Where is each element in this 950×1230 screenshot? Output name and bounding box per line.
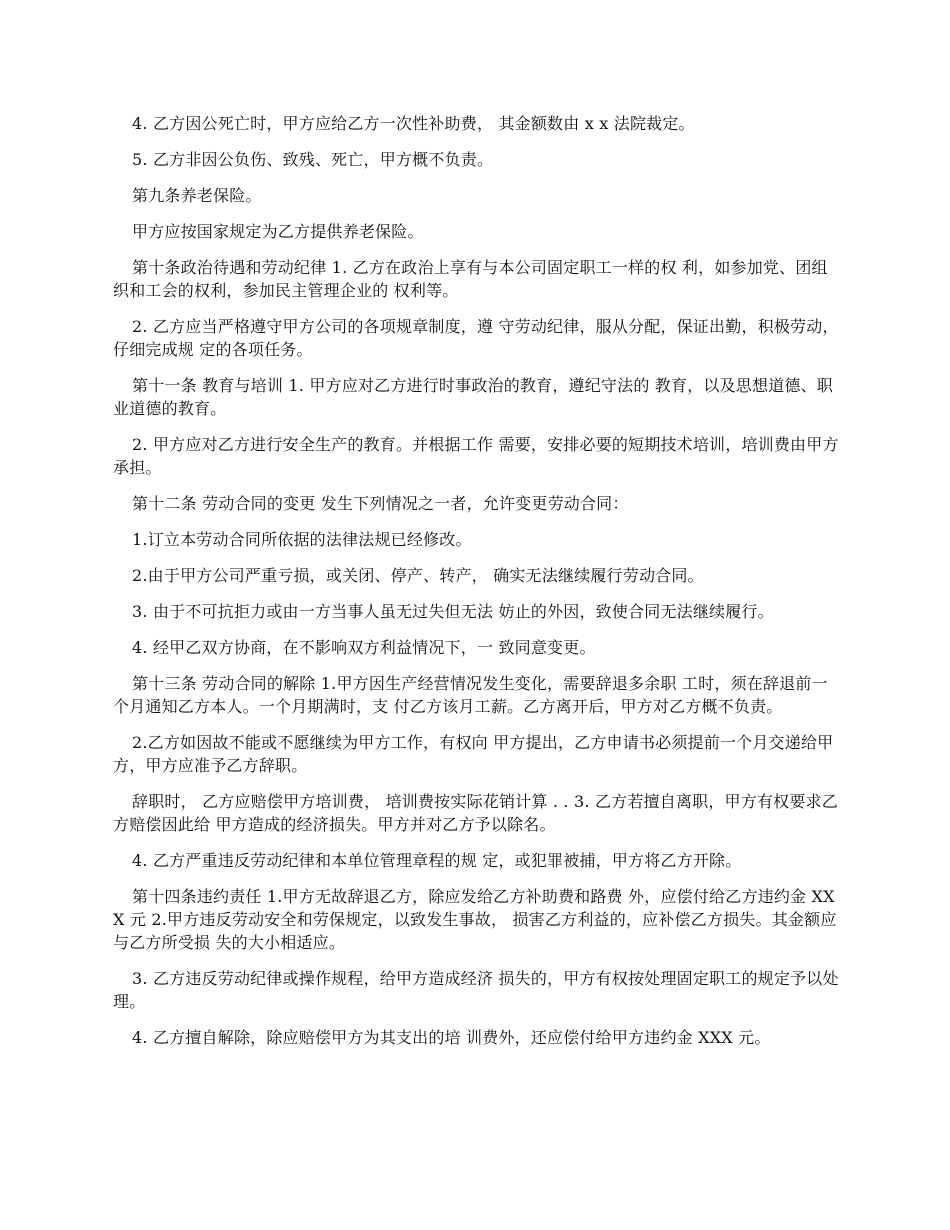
- paragraph-dismissal: 4. 乙方严重违反劳动纪律和本单位管理章程的规 定，或犯罪被捕，甲方将乙方开除。: [132, 851, 742, 870]
- paragraph-mutual-agreement: 4. 经甲乙双方协商，在不影响双方利益情况下，一 致同意变更。: [132, 638, 596, 657]
- paragraph-company-loss: 2.由于甲方公司严重亏损，或关闭、停产、转产， 确实无法继续履行劳动合同。: [132, 566, 704, 585]
- paragraph-labor-discipline: 2. 乙方应当严格遵守甲方公司的各项规章制度，遵 守劳动纪律，服从分配，保证出勤，积极劳动，仔细完成规 定的各项任务。: [113, 317, 839, 359]
- paragraph-resignation-compensation: 辞职时， 乙方应赔偿甲方培训费， 培训费按实际花销计算 . . 3. 乙方若擅自离职，甲方有权要求乙方赔偿因此给 甲方造成的经济损失。甲方并对乙方予以除名。: [113, 792, 838, 834]
- paragraph-safety-training: 2. 甲方应对乙方进行安全生产的教育。并根据工作 需要，安排必要的短期技术培训，培训费由甲方承担。: [113, 435, 839, 477]
- article-12-contract-change: 第十二条 劳动合同的变更 发生下列情况之一者，允许变更劳动合同：: [132, 494, 629, 513]
- article-10-political-rights: 第十条政治待遇和劳动纪律 1. 乙方在政治上享有与本公司固定职工一样的权 利，如参加党、团组织和工会的权利，参加民主管理企业的 权利等。: [113, 258, 828, 300]
- article-11-education: 第十一条 教育与培训 1. 甲方应对乙方进行时事政治的教育，遵纪守法的 教育，以及思想道德、职业道德的教育。: [113, 376, 834, 418]
- paragraph-law-amended: 1.订立本劳动合同所依据的法律法规已经修改。: [132, 530, 472, 549]
- article-9-heading: 第九条养老保险。: [132, 186, 262, 205]
- paragraph-pension: 甲方应按国家规定为乙方提供养老保险。: [132, 222, 424, 241]
- article-13-termination: 第十三条 劳动合同的解除 1.甲方因生产经营情况发生变化，需要辞退多余职 工时，须在辞退前一个月通知乙方本人。一个月期满时，支 付乙方该月工薪。乙方离开后，甲方对乙方概不负责。: [113, 674, 828, 716]
- paragraph-non-work-injury: 5. 乙方非因公负伤、致残、死亡，甲方概不负责。: [132, 150, 494, 169]
- paragraph-force-majeure: 3. 由于不可抗拒力或由一方当事人虽无过失但无法 妨止的外因，致使合同无法继续履行。: [132, 602, 774, 621]
- paragraph-resignation-request: 2.乙方如因故不能或不愿继续为甲方工作，有权向 甲方提出，乙方申请书必须提前一个月交递给甲 方，甲方应准予乙方辞职。: [113, 733, 834, 775]
- document-body: [113, 112, 839, 1062]
- article-14-liability: 第十四条违约责任 1.甲方无故辞退乙方，除应发给乙方补助费和路费 外，应偿付给乙方违约金 XXX 元 2.甲方违反劳动安全和劳保规定，以致发生事故， 损害乙方利益的，应补偿乙方损失。其金额应与乙方所受损 失的大小相适应。: [113, 887, 837, 952]
- paragraph-operating-violation: 3. 乙方违反劳动纪律或操作规程，给甲方造成经济 损失的，甲方有权按处理固定职工的规定予以处理。: [113, 969, 839, 1011]
- paragraph-compensation-death: 4. 乙方因公死亡时，甲方应给乙方一次性补助费， 其金额数由 x x 法院裁定。: [132, 114, 695, 133]
- paragraph-unilateral-termination: 4. 乙方擅自解除，除应赔偿甲方为其支出的培 训费外，还应偿付给甲方违约金 XXX 元。: [132, 1028, 771, 1047]
